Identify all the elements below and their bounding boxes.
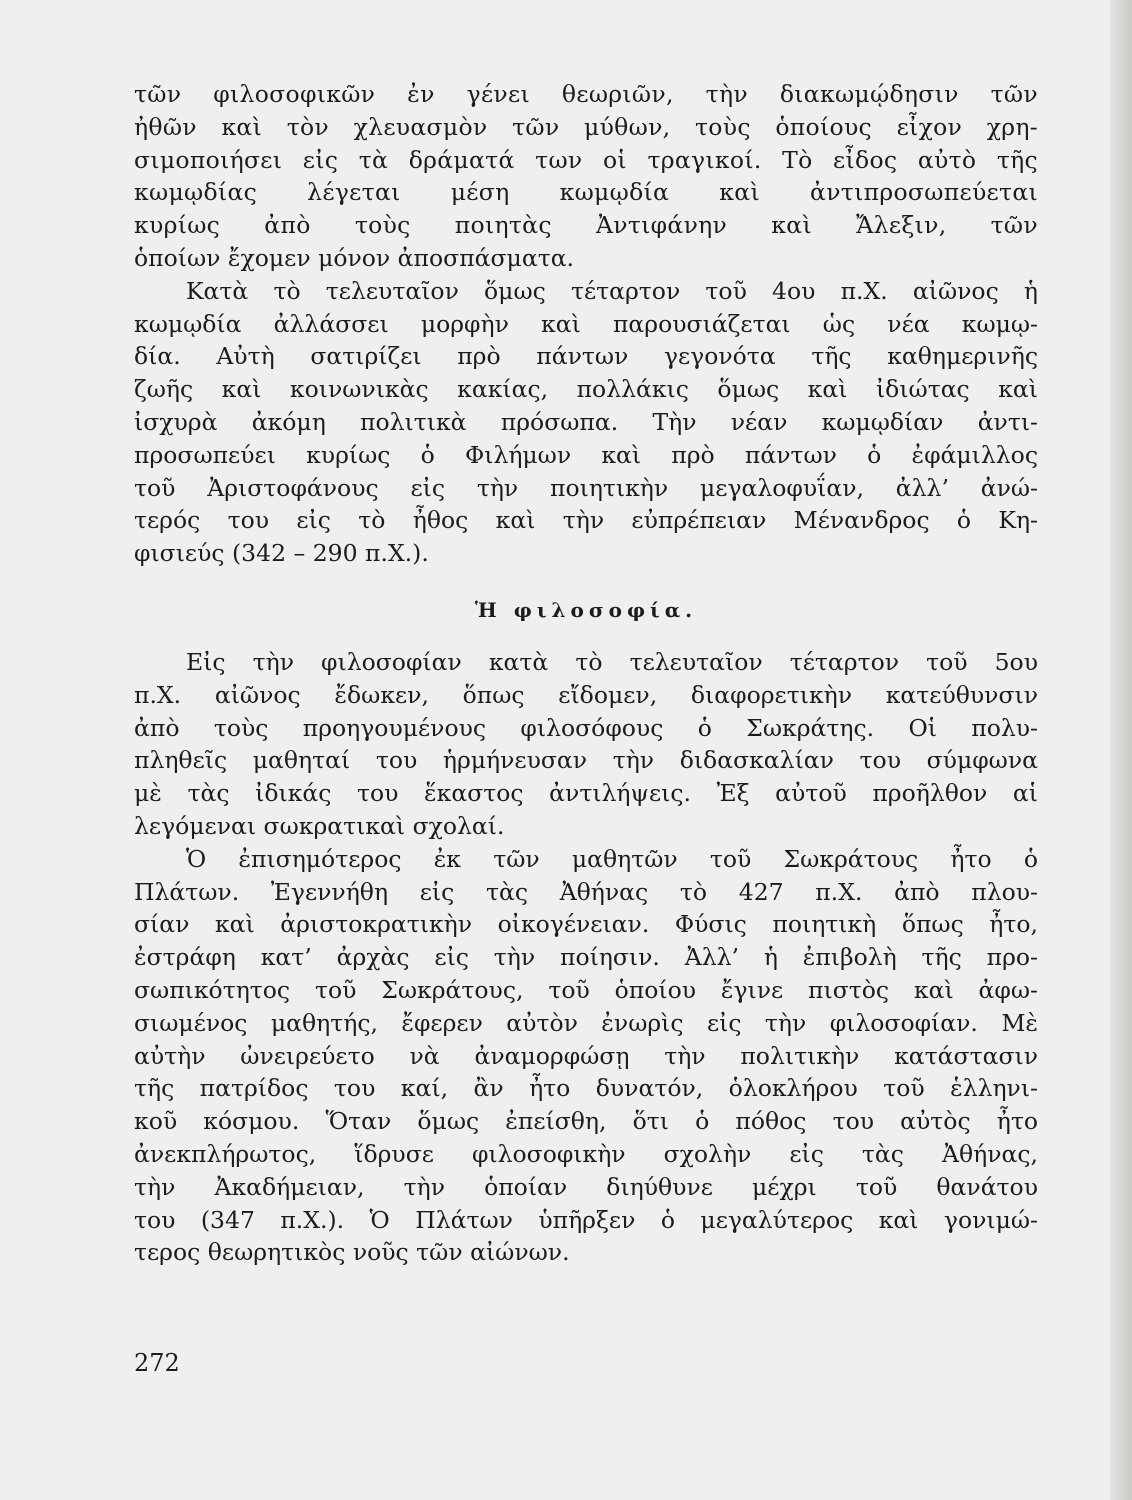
page-binding-edge	[1110, 0, 1132, 1500]
text-line: σωπικότητος τοῦ Σωκράτους, τοῦ ὁποίου ἔγινε πιστὸς καὶ ἀφω-	[134, 975, 1038, 1004]
paragraph-plato	[134, 843, 1038, 1269]
page-text	[134, 78, 1038, 1269]
text-line: ἠθῶν καὶ τὸν χλευασμὸν τῶν μύθων, τοὺς ὁποίους εἶχον χρη-	[134, 112, 1038, 141]
text-line: προσωπεύει κυρίως ὁ Φιλήμων καὶ πρὸ πάντων ὁ ἐφάμιλλος	[134, 440, 1038, 469]
text-line: μὲ τὰς ἰδικάς του ἕκαστος ἀντιλήψεις. Ἐξ αὐτοῦ προῆλθον αἱ	[134, 779, 1038, 808]
text-line: π.Χ. αἰῶνος ἔδωκεν, ὅπως εἴδομεν, διαφορετικὴν κατεύθυνσιν	[134, 680, 1038, 709]
text-line: κυρίως ἀπὸ τοὺς ποιητὰς Ἀντιφάνην καὶ Ἄλεξιν, τῶν	[134, 211, 1038, 240]
text-line: λεγόμεναι σωκρατικαὶ σχολαί.	[134, 811, 505, 840]
paragraph-comedy-new	[134, 275, 1038, 570]
text-line: του (347 π.Χ.). Ὁ Πλάτων ὑπῆρξεν ὁ μεγαλύτερος καὶ γονιμώ-	[134, 1205, 1038, 1234]
text-line: τῆς πατρίδος του καί, ἂν ἦτο δυνατόν, ὁλοκλήρου τοῦ ἑλληνι-	[134, 1074, 1038, 1103]
text-line: κοῦ κόσμου. Ὅταν ὅμως ἐπείσθη, ὅτι ὁ πόθος του αὐτὸς ἦτο	[134, 1107, 1038, 1136]
section-heading: Ἡ φιλοσοφία.	[474, 597, 698, 622]
text-line: τερος θεωρητικὸς νοῦς τῶν αἰώνων.	[134, 1238, 570, 1267]
text-line: ἐστράφη κατ’ ἀρχὰς εἰς τὴν ποίησιν. Ἀλλ’ ἡ ἐπιβολὴ τῆς προ-	[134, 943, 1038, 972]
text-line: κωμῳδία ἀλλάσσει μορφὴν καὶ παρουσιάζεται ὡς νέα κωμῳ-	[134, 309, 1038, 338]
paragraph-philosophy-socrates	[134, 646, 1038, 843]
text-line: τοῦ Ἀριστοφάνους εἰς τὴν ποιητικὴν μεγαλοφυΐαν, ἀλλ’ ἀνώ-	[134, 473, 1038, 502]
text-line: σιωμένος μαθητής, ἔφερεν αὐτὸν ἐνωρὶς εἰς τὴν φιλοσοφίαν. Μὲ	[134, 1008, 1038, 1037]
text-line: τὴν Ἀκαδήμειαν, τὴν ὁποίαν διηύθυνε μέχρι τοῦ θανάτου	[134, 1172, 1038, 1201]
text-line: δία. Αὐτὴ σατιρίζει πρὸ πάντων γεγονότα τῆς καθημερινῆς	[134, 342, 1038, 371]
text-line: ἀνεκπλήρωτος, ἵδρυσε φιλοσοφικὴν σχολὴν εἰς τὰς Ἀθήνας,	[134, 1139, 1038, 1168]
text-line: τερός του εἰς τὸ ἦθος καὶ τὴν εὐπρέπειαν Μένανδρος ὁ Κη-	[134, 506, 1038, 535]
text-line: ἰσχυρὰ ἀκόμη πολιτικὰ πρόσωπα. Τὴν νέαν κωμῳδίαν ἀντι-	[134, 407, 1038, 436]
text-line: φισιεύς (342 – 290 π.Χ.).	[134, 539, 429, 568]
text-line: σίαν καὶ ἀριστοκρατικὴν οἰκογένειαν. Φύσις ποιητικὴ ὅπως ἦτο,	[134, 910, 1038, 939]
text-line: ὁποίων ἔχομεν μόνον ἀποσπάσματα.	[134, 243, 575, 272]
text-line: Ὁ ἐπισημότερος ἐκ τῶν μαθητῶν τοῦ Σωκράτους ἦτο ὁ	[186, 844, 1038, 873]
text-line: σιμοποιήσει εἰς τὰ δράματά των οἱ τραγικοί. Τὸ εἶδος αὐτὸ τῆς	[134, 145, 1038, 174]
paragraph-comedy-middle	[134, 78, 1038, 275]
page-number: 272	[134, 1349, 180, 1377]
text-line: Πλάτων. Ἐγεννήθη εἰς τὰς Ἀθήνας τὸ 427 π.Χ. ἀπὸ πλου-	[134, 877, 1038, 906]
text-line: πληθεῖς μαθηταί του ἡρμήνευσαν τὴν διδασκαλίαν του σύμφωνα	[134, 746, 1038, 775]
text-line: κωμῳδίας λέγεται μέση κωμῳδία καὶ ἀντιπροσωπεύεται	[134, 178, 1038, 207]
text-line: Εἰς τὴν φιλοσοφίαν κατὰ τὸ τελευταῖον τέταρτον τοῦ 5ου	[186, 647, 1038, 676]
text-line: Κατὰ τὸ τελευταῖον ὅμως τέταρτον τοῦ 4ου π.Χ. αἰῶνος ἡ	[186, 276, 1038, 305]
text-line: ἀπὸ τοὺς προηγουμένους φιλοσόφους ὁ Σωκράτης. Οἱ πολυ-	[134, 713, 1038, 742]
text-line: τῶν φιλοσοφικῶν ἐν γένει θεωριῶν, τὴν διακωμῴδησιν τῶν	[134, 80, 1038, 108]
text-line: ζωῆς καὶ κοινωνικὰς κακίας, πολλάκις ὅμως καὶ ἰδιώτας καὶ	[134, 375, 1038, 404]
text-line: αὐτὴν ὠνειρεύετο νὰ ἀναμορφώσῃ τὴν πολιτικὴν κατάστασιν	[134, 1041, 1038, 1070]
